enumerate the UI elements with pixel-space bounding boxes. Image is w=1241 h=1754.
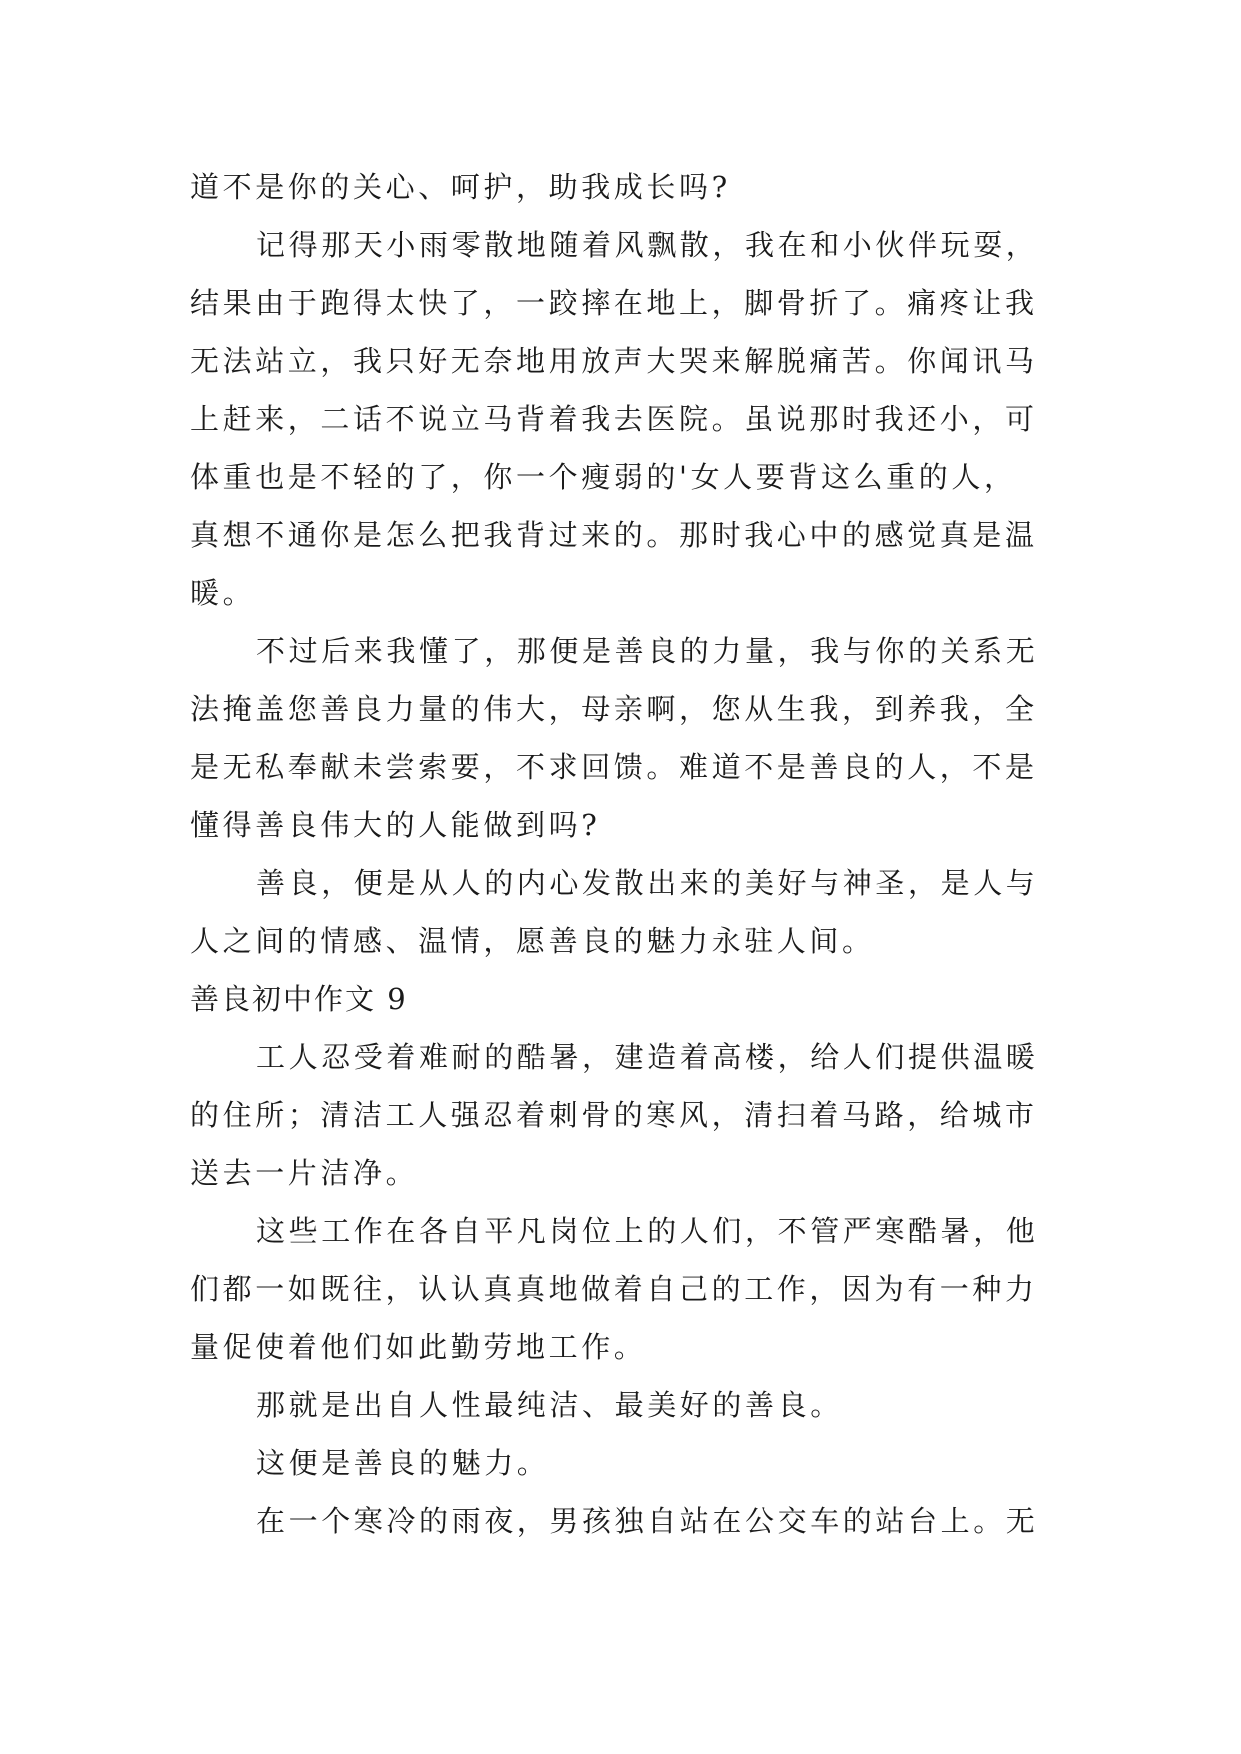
text-line: 送去一片洁净。: [190, 1156, 419, 1190]
text-line: 道不是你的关心、呵护，助我成长吗?: [190, 170, 731, 204]
text-line: 上赶来，二话不说立马背着我去医院。虽说那时我还小，可: [190, 402, 1038, 436]
paragraph-start-line: 工人忍受着难耐的酷暑，建造着高楼，给人们提供温暖: [256, 1040, 1039, 1074]
text-line: 结果由于跑得太快了，一跤摔在地上，脚骨折了。痛疼让我: [190, 286, 1038, 320]
text-line: 真想不通你是怎么把我背过来的。那时我心中的感觉真是温: [190, 518, 1038, 552]
paragraph-start-line: 这些工作在各自平凡岗位上的人们，不管严寒酷暑，他: [256, 1214, 1039, 1248]
text-line: 暖。: [190, 576, 256, 610]
text-line: 无法站立，我只好无奈地用放声大哭来解脱痛苦。你闻讯马: [190, 344, 1038, 378]
text-line: 量促使着他们如此勤劳地工作。: [190, 1330, 647, 1364]
paragraph-start-line: 记得那天小雨零散地随着风飘散，我在和小伙伴玩耍，: [256, 228, 1039, 262]
text-line: 懂得善良伟大的人能做到吗?: [190, 808, 601, 842]
paragraph-start-line: 在一个寒冷的雨夜，男孩独自站在公交车的站台上。无: [256, 1504, 1039, 1538]
text-line: 的住所；清洁工人强忍着刺骨的寒风，清扫着马路，给城市: [190, 1098, 1038, 1132]
text-line: 法掩盖您善良力量的伟大，母亲啊，您从生我，到养我，全: [190, 692, 1038, 726]
paragraph-start-line: 善良，便是从人的内心发散出来的美好与神圣，是人与: [256, 866, 1039, 900]
text-line: 人之间的情感、温情，愿善良的魅力永驻人间。: [190, 924, 875, 958]
text-line: 是无私奉献未尝索要，不求回馈。难道不是善良的人，不是: [190, 750, 1038, 784]
text-line: 们都一如既往，认认真真地做着自己的工作，因为有一种力: [190, 1272, 1038, 1306]
paragraph-start-line: 不过后来我懂了，那便是善良的力量，我与你的关系无: [256, 634, 1039, 668]
paragraph-start-line: 这便是善良的魅力。: [256, 1446, 550, 1480]
text-line: 体重也是不轻的了，你一个瘦弱的'女人要背这么重的人，: [190, 460, 1017, 494]
paragraph-start-line: 那就是出自人性最纯洁、最美好的善良。: [256, 1388, 843, 1422]
section-heading: 善良初中作文 9: [190, 982, 408, 1016]
document-body: [190, 158, 1070, 1550]
